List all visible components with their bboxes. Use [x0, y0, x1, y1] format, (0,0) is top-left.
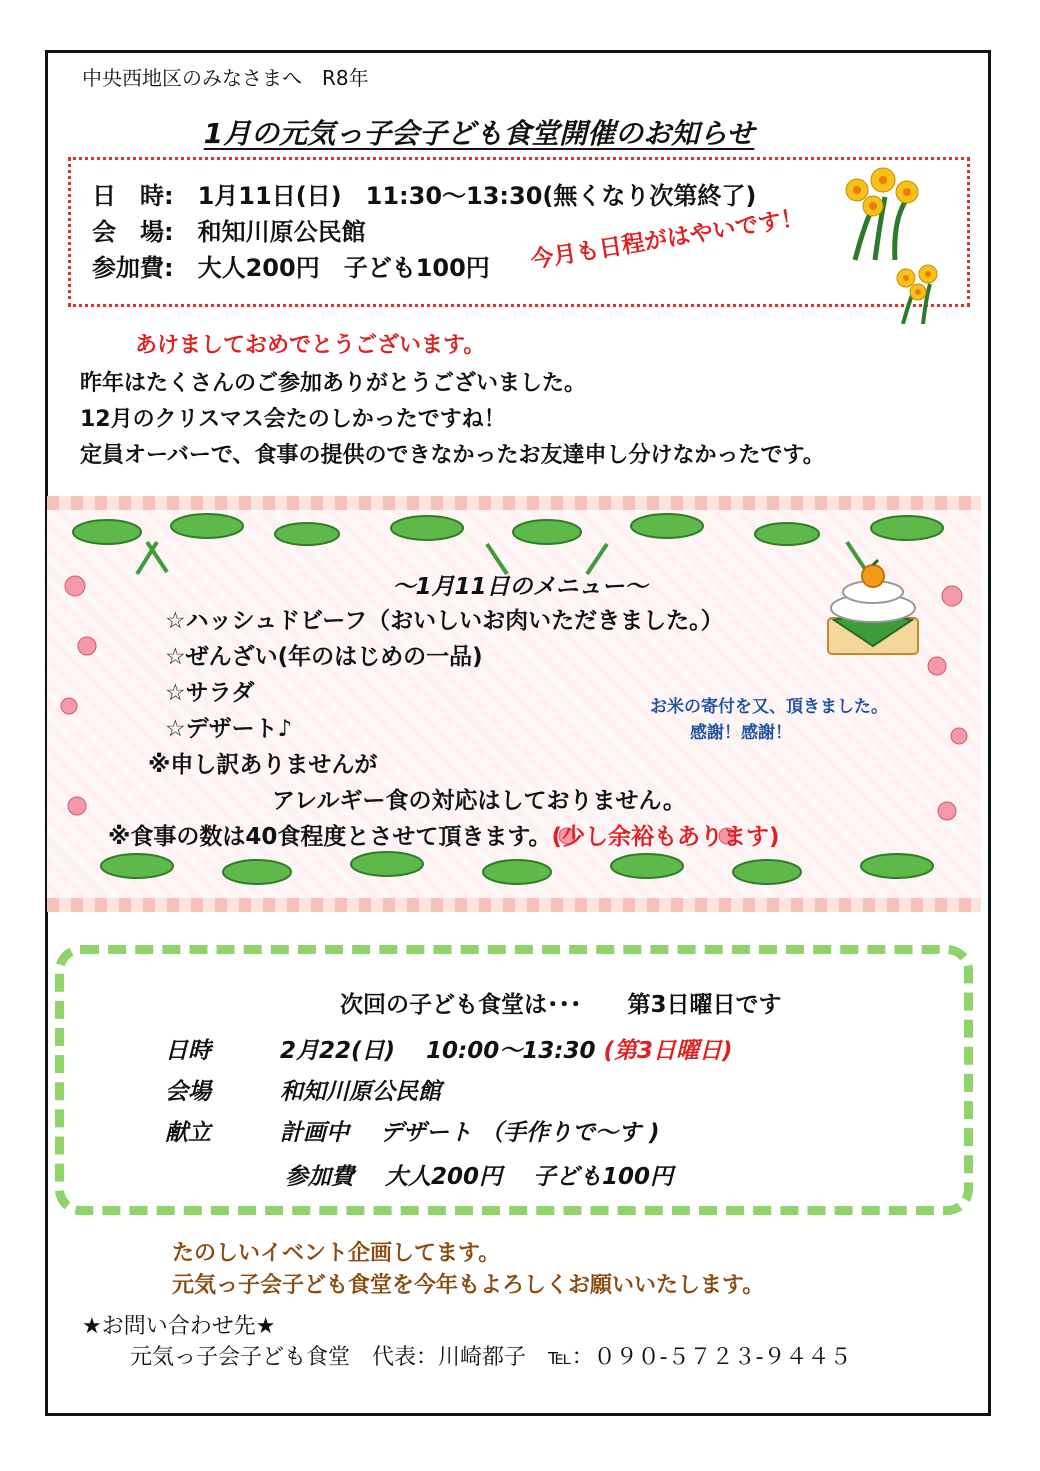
next-datetime: 2月22(日) 10:00～13:30 (第3日曜日)	[280, 1038, 733, 1064]
menu-item: ☆ハッシュドビーフ（おいしいお肉いただきました。）	[165, 608, 724, 634]
allergy-note: ※申し訳ありませんが	[148, 752, 378, 778]
menu-item: ☆ぜんざい(年のはじめの一品)	[165, 644, 483, 670]
closing-line: たのしいイベント企画してます。	[172, 1241, 501, 1266]
next-datetime-note: (第3日曜日)	[603, 1038, 733, 1064]
new-year-greeting: あけましておめでとうございます。	[135, 333, 486, 358]
greeting-line: 昨年はたくさんのご参加ありがとうございました。	[80, 371, 587, 396]
meal-count-extra: (少し余裕もあります)	[551, 824, 780, 850]
menu-item: ☆デザート♪	[165, 716, 293, 742]
menu-title: ～1月11日のメニュー～	[392, 574, 648, 600]
daffodil-icon	[888, 258, 948, 324]
event-datetime: 日 時: 1月11日(日) 11:30～13:30(無くなり次第終了)	[92, 182, 757, 210]
next-menu: 計画中 デザート （手作りで～す )	[280, 1120, 660, 1146]
next-menu-label: 献立	[165, 1120, 211, 1146]
page-title: 1月の元気っ子会子ども食堂開催のお知らせ	[203, 117, 755, 150]
daffodil-icon	[835, 162, 925, 262]
contact-heading: ★お問い合わせ先★	[82, 1314, 276, 1339]
recipient-line: 中央西地区のみなさまへ R8年	[82, 66, 369, 90]
next-fee: 参加費 大人200円 子ども100円	[285, 1164, 674, 1190]
schedule-early-note: 今月も日程がはやいです！	[528, 204, 806, 274]
event-fee: 参加費: 大人200円 子ども100円	[92, 254, 490, 282]
rice-donation-thanks: お米の寄付を又、頂きました。	[650, 697, 888, 717]
contact-info: 元気っ子会子ども食堂 代表：川崎都子 ℡：０９０-５７２３-９４４５	[130, 1345, 852, 1370]
menu-item: ☆サラダ	[165, 680, 255, 706]
next-venue-label: 会場	[165, 1079, 211, 1105]
next-datetime-label: 日時	[165, 1038, 211, 1064]
next-venue: 和知川原公民館	[280, 1079, 441, 1105]
allergy-note: アレルギー食の対応はしておりません。	[272, 788, 686, 814]
greeting-line: 定員オーバーで、食事の提供のできなかったお友達申し分けなかったです。	[80, 443, 825, 468]
kagami-mochi-icon	[818, 556, 928, 666]
greeting-line: 12月のクリスマス会たのしかったですね！	[80, 407, 506, 432]
meal-count-note: ※食事の数は40食程度とさせて頂きます。(少し余裕もあります)	[108, 824, 780, 850]
event-venue: 会 場: 和知川原公民館	[92, 218, 366, 246]
closing-line: 元気っ子会子ども食堂を今年もよろしくお願いいたします。	[172, 1273, 765, 1298]
next-event-title: 次回の子ども食堂は･･･ 第3日曜日です	[340, 992, 782, 1018]
rice-donation-thanks: 感謝！感謝！	[690, 723, 792, 743]
